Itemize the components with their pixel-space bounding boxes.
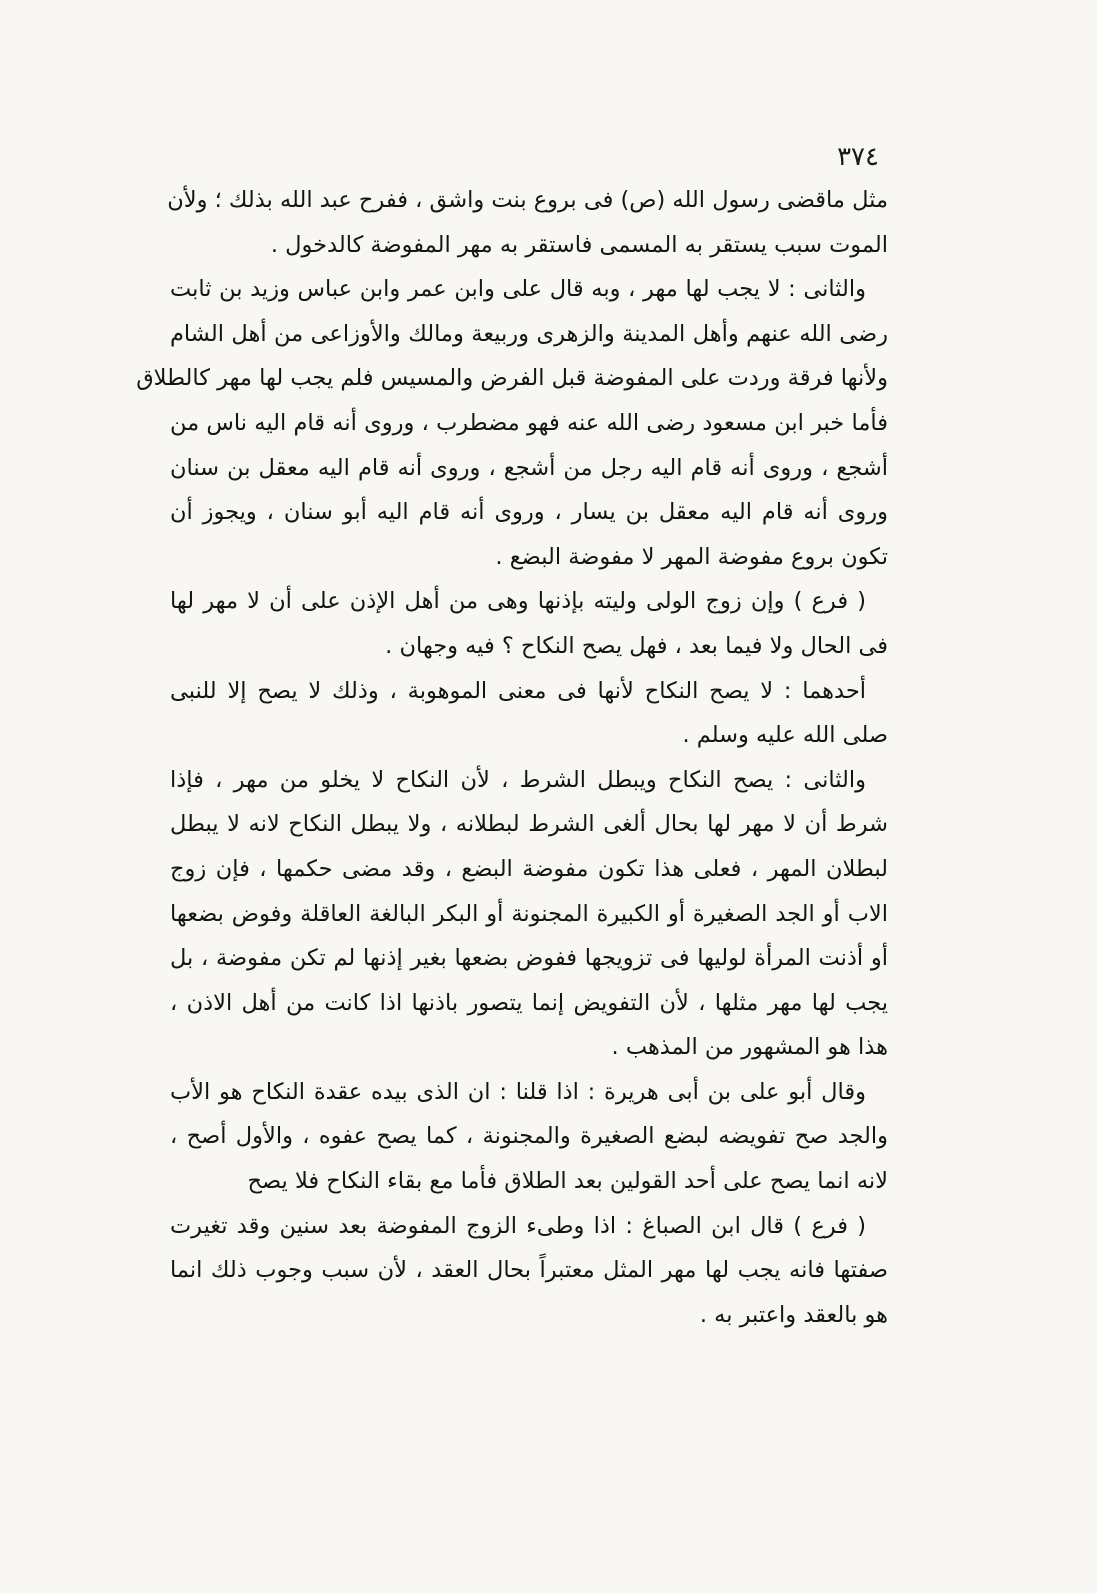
text-line: وروى أنه قام اليه معقل بن يسار ، وروى أنه قام اليه أبو سنان ، ويجوز أن bbox=[170, 499, 888, 526]
text-line: والثانى : يصح النكاح ويبطل الشرط ، لأن النكاح لا يخلو من مهر ، فإذا bbox=[170, 766, 866, 793]
text-line: والجد صح تفويضه لبضع الصغيرة والمجنونة ، كما يصح عفوه ، والأول أصح ، bbox=[170, 1123, 888, 1150]
text-line: الموت سبب يستقر به المسمى فاستقر به مهر المفوضة كالدخول . bbox=[270, 231, 888, 258]
text-line: صفتها فانه يجب لها مهر المثل معتبراً بحال العقد ، لأن سبب وجوب ذلك انما bbox=[170, 1257, 888, 1284]
page-number: ٣٧٤ bbox=[837, 142, 879, 172]
text-line: لانه انما يصح على أحد القولين بعد الطلاق فأما مع بقاء النكاح فلا يصح bbox=[247, 1168, 888, 1195]
text-line: فأما خبر ابن مسعود رضى الله عنه فهو مضطرب ، وروى أنه قام اليه ناس من bbox=[170, 409, 888, 436]
body-text bbox=[136, 178, 888, 1337]
text-line: رضى الله عنهم وأهل المدينة والزهرى وربيعة ومالك والأوزاعى من أهل الشام bbox=[170, 320, 888, 347]
text-line: شرط أن لا مهر لها بحال ألغى الشرط لبطلانه ، ولا يبطل النكاح لانه لا يبطل bbox=[170, 811, 888, 838]
text-line: أو أذنت المرأة لوليها فى تزويجها ففوض بضعها بغير إذنها لم تكن مفوضة ، بل bbox=[170, 945, 888, 972]
text-line: ( فرع ) قال ابن الصباغ : اذا وطىء الزوج المفوضة بعد سنين وقد تغيرت bbox=[170, 1212, 866, 1239]
text-line: هو بالعقد واعتبر به . bbox=[699, 1301, 888, 1328]
text-line: أحدهما : لا يصح النكاح لأنها فى معنى الموهوبة ، وذلك لا يصح إلا للنبى bbox=[170, 677, 866, 704]
text-line: مثل ماقضى رسول الله (ص) فى بروع بنت واشق ، ففرح عبد الله بذلك ؛ ولأن bbox=[167, 187, 888, 213]
text-line: يجب لها مهر مثلها ، لأن التفويض إنما يتصور باذنها اذا كانت من أهل الاذن ، bbox=[170, 989, 888, 1016]
text-line: صلى الله عليه وسلم . bbox=[682, 722, 888, 749]
text-line: الاب أو الجد الصغيرة أو الكبيرة المجنونة أو البكر البالغة العاقلة وفوض بضعها bbox=[170, 900, 888, 927]
text-line: تكون بروع مفوضة المهر لا مفوضة البضع . bbox=[495, 543, 888, 570]
text-line: فى الحال ولا فيما بعد ، فهل يصح النكاح ؟ فيه وجهان . bbox=[385, 632, 888, 659]
text-line: ولأنها فرقة وردت على المفوضة قبل الفرض والمسيس فلم يجب لها مهر كالطلاق bbox=[136, 365, 888, 392]
text-line: والثانى : لا يجب لها مهر ، وبه قال على وابن عمر وابن عباس وزيد بن ثابت bbox=[170, 276, 866, 303]
text-line: هذا هو المشهور من المذهب . bbox=[611, 1034, 888, 1061]
text-line: لبطلان المهر ، فعلى هذا تكون مفوضة البضع ، وقد مضى حكمها ، فإن زوج bbox=[170, 855, 888, 882]
text-line: أشجع ، وروى أنه قام اليه رجل من أشجع ، وروى أنه قام اليه معقل بن سنان bbox=[170, 454, 888, 481]
text-line: وقال أبو على بن أبى هريرة : اذا قلنا : ان الذى بيده عقدة النكاح هو الأب bbox=[170, 1078, 866, 1105]
text-line: ( فرع ) وإن زوج الولى وليته بإذنها وهى من أهل الإذن على أن لا مهر لها bbox=[170, 588, 866, 615]
